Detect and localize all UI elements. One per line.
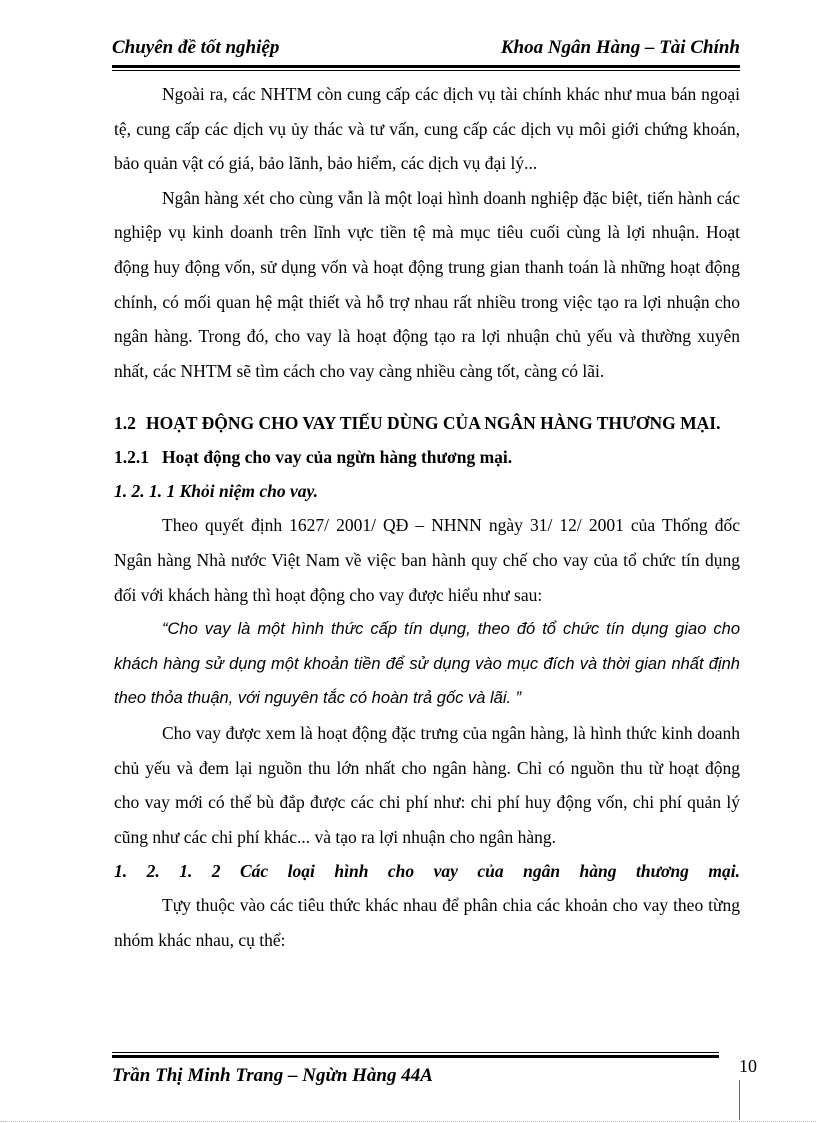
subsection-title: Hoạt động cho vay của ngừn hàng thương mại. xyxy=(162,447,513,468)
header-rule-thin xyxy=(112,70,740,71)
document-body xyxy=(114,77,740,957)
paragraph-lending-role: Cho vay được xem là hoạt động đặc trưng của ngân hàng, là hình thức kinh doanh chủ yếu và đem lại nguồn thu lớn nhất cho ngân hàng. Chỉ có nguồn thu từ hoạt động cho vay mới có thể bù đắp được các chi phí như: chi phí huy động vốn, chi phí quản lý cũng như các chi phí khác... và tạo ra lợi nhuận cho ngân hàng. xyxy=(114,722,740,847)
section-heading xyxy=(114,406,740,440)
subsection-heading xyxy=(114,440,740,474)
section-number: 1.2 xyxy=(114,413,136,434)
page-border-dotted xyxy=(0,1121,816,1122)
paragraph-bank-profit: Ngân hàng xét cho cùng vẫn là một loại hình doanh nghiệp đặc biệt, tiến hành các nghiệp vụ kinh doanh trên lĩnh vực tiền tệ mà mục tiêu cuối cùng là lợi nhuận. Hoạt động huy động vốn, sử dụng vốn và hoạt động trung gian thanh toán là những hoạt động chính, có mối quan hệ mật thiết và hỗ trợ nhau rất nhiều trong việc tạo ra lợi nhuận cho ngân hàng. Trong đó, cho vay là hoạt động tạo ra lợi nhuận chủ yếu và thường xuyên nhất, các NHTM sẽ tìm cách cho vay càng nhiều càng tốt, càng có lãi. xyxy=(114,187,740,381)
header-rule-thick xyxy=(112,65,740,68)
paragraph-decision: Theo quyết định 1627/ 2001/ QĐ – NHNN ngày 31/ 12/ 2001 của Thống đốc Ngân hàng Nhà nước Việt Nam về việc ban hành quy chế cho vay của tổ chức tín dụng đối với khách hàng thì hoạt động cho vay được hiểu như sau: xyxy=(114,515,740,605)
section-title: HOẠT ĐỘNG CHO VAY TIẾU DÙNG CỦA NGÂN HÀNG THƯƠNG MẠI. xyxy=(146,413,721,434)
subsubsection-heading-loan-types: 1. 2. 1. 2 Các loại hình cho vay của ngân hàng thương mại. xyxy=(114,861,740,882)
subsection-number: 1.2.1 xyxy=(114,447,149,468)
header-right-title: Khoa Ngân Hàng – Tài Chính xyxy=(500,37,740,58)
page-number: 10 xyxy=(739,1056,757,1076)
page-border-line xyxy=(739,1080,740,1120)
header-left-title: Chuyên đề tốt nghiệp xyxy=(112,37,280,58)
paragraph-classification: Tựy thuộc vào các tiêu thức khác nhau để phân chia các khoản cho vay theo từng nhóm khác nhau, cụ thể: xyxy=(114,895,740,950)
footer-rule-thin xyxy=(112,1052,719,1053)
footer-author: Trần Thị Minh Trang – Ngừn Hàng 44A xyxy=(112,1065,433,1086)
subsubsection-heading-definition: 1. 2. 1. 1 Khỏi niệm cho vay. xyxy=(114,481,319,502)
definition-quote: “Cho vay là một hình thức cấp tín dụng, theo đó tổ chức tín dụng giao cho khách hàng sử dụng một khoản tiền để sử dụng vào mục đích và thời gian nhất định theo thỏa thuận, với nguyên tắc có hoàn trả gốc và lãi. ” xyxy=(114,620,740,708)
paragraph-services: Ngoài ra, các NHTM còn cung cấp các dịch vụ tài chính khác như mua bán ngoại tệ, cung cấp các dịch vụ ủy thác và tư vấn, cung cấp các dịch vụ môi giới chứng khoán, bảo quản vật có giá, bảo lãnh, bảo hiểm, các dịch vụ đại lý... xyxy=(114,84,740,174)
footer-rule-thick xyxy=(112,1055,719,1058)
page-header xyxy=(112,36,740,60)
